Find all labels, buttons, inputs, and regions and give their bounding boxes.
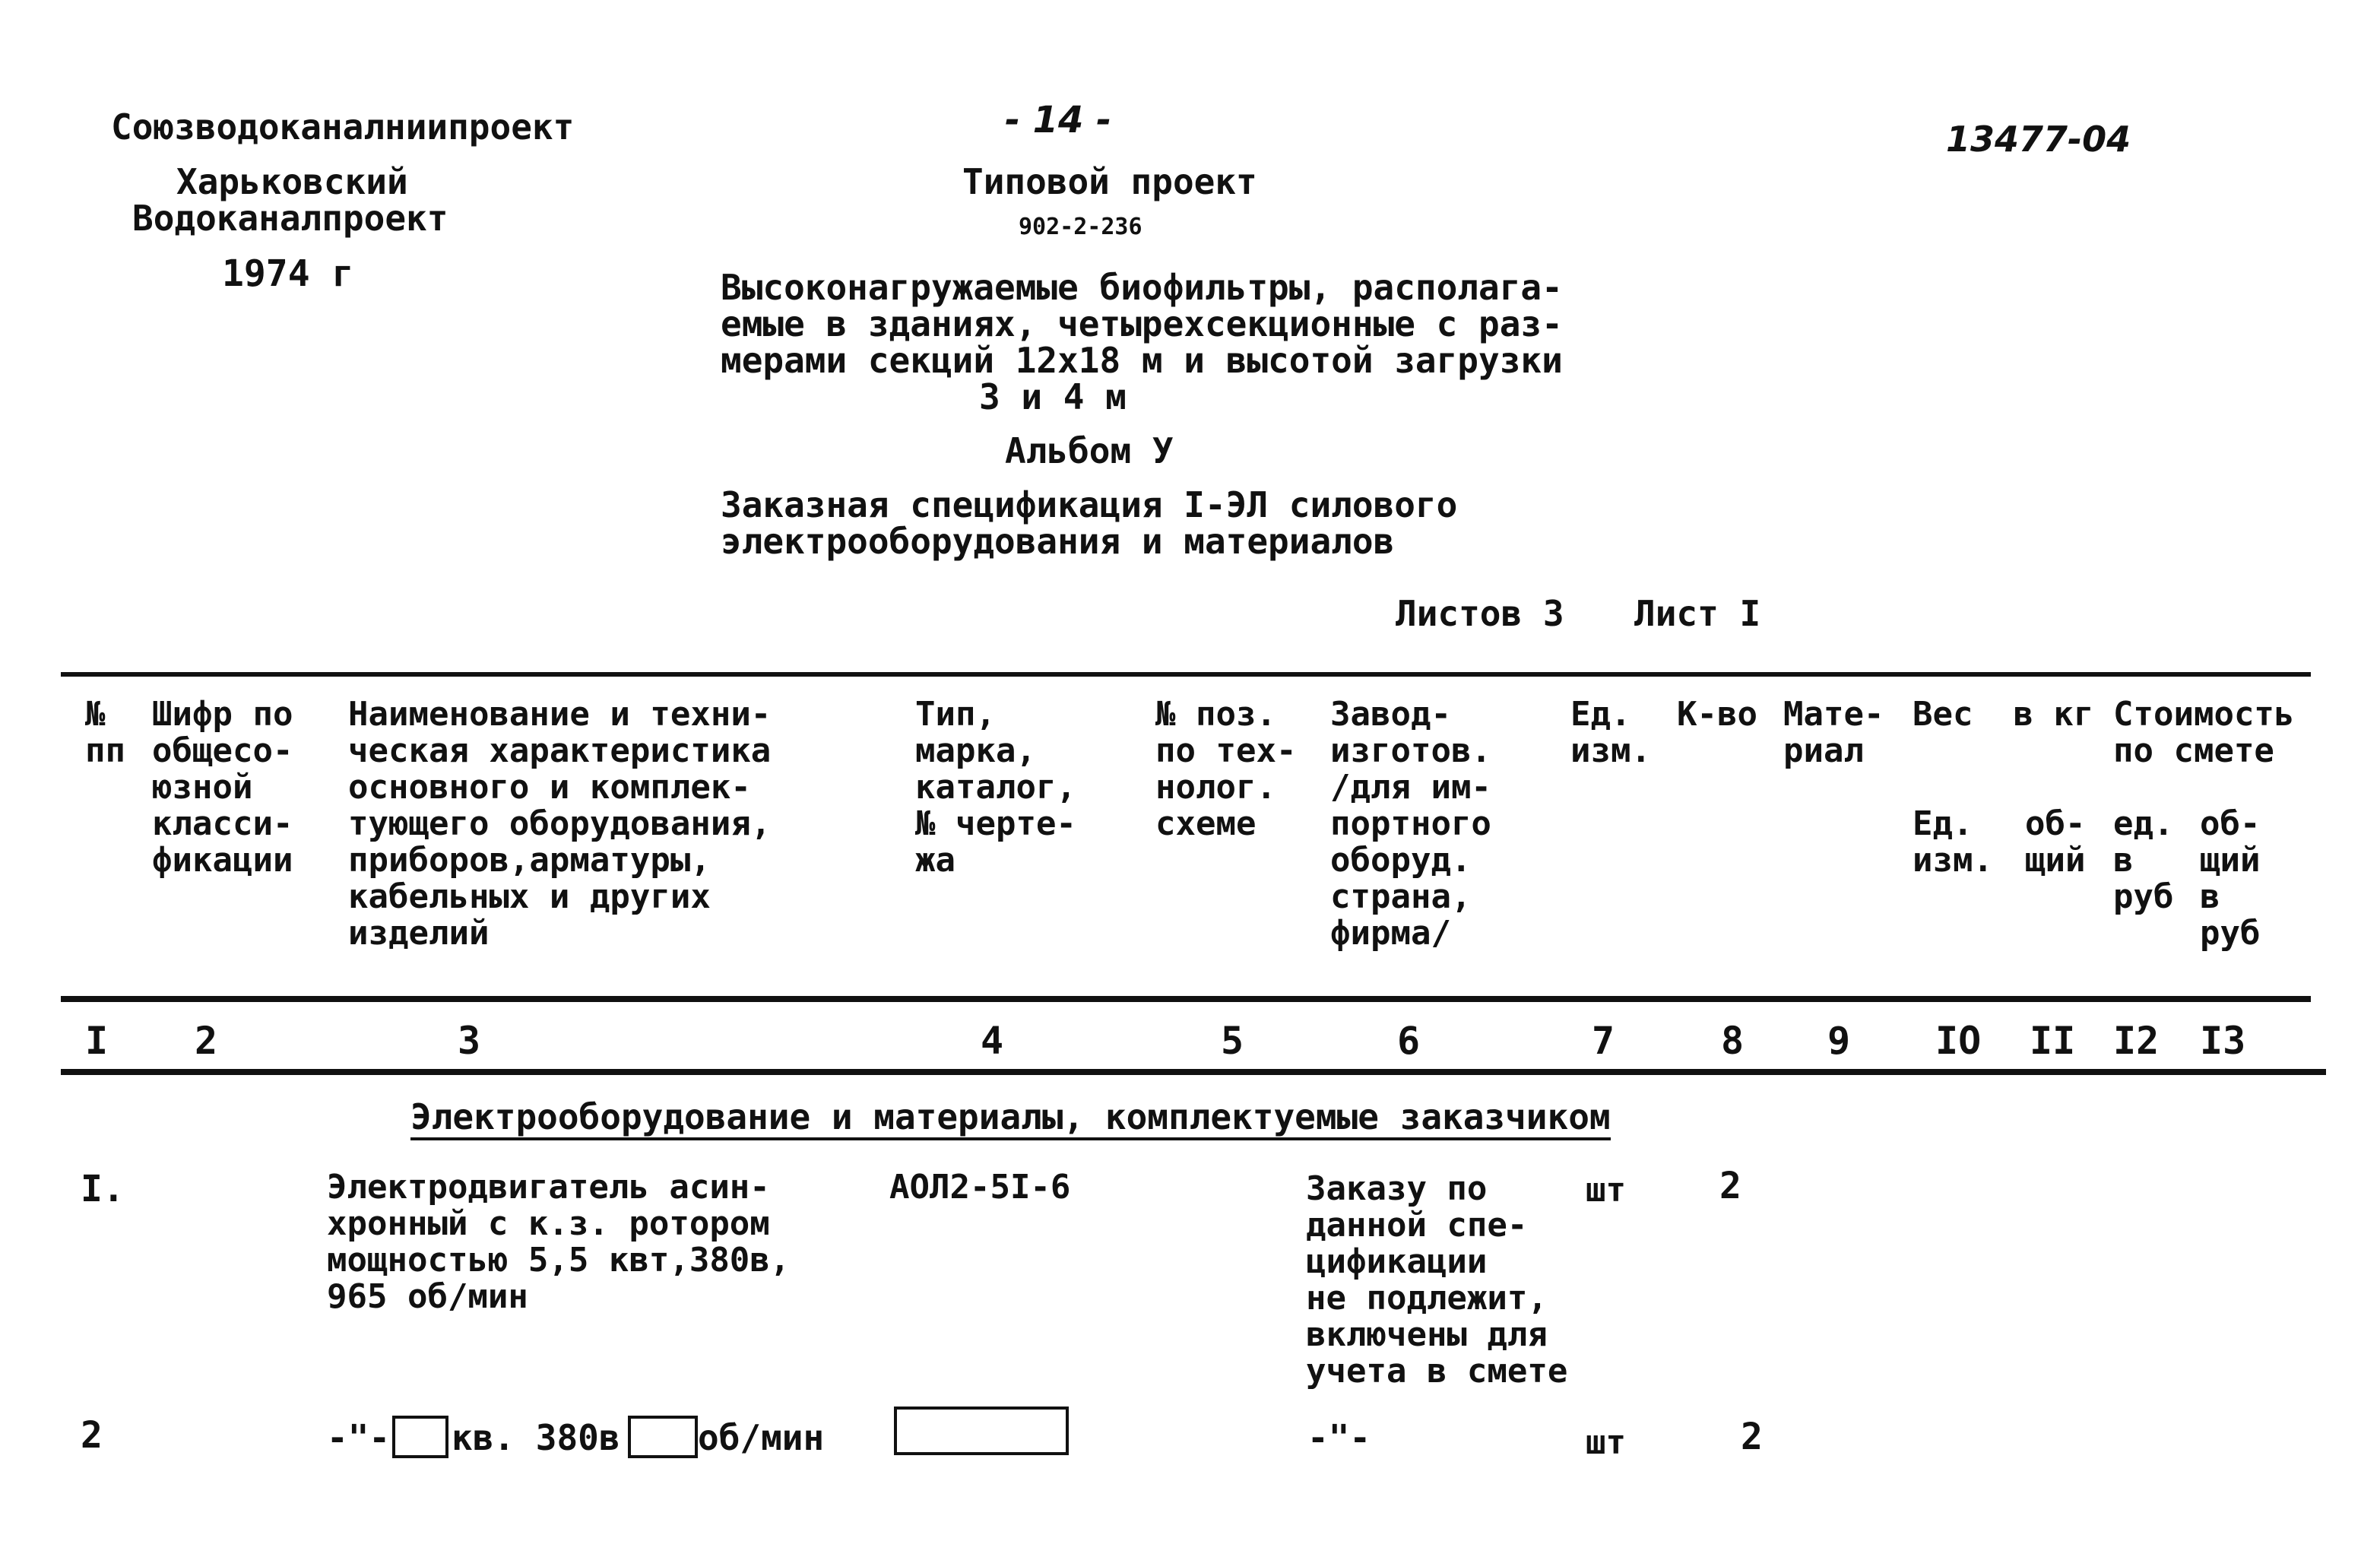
row-manufacturer-line: включены для (1306, 1315, 1548, 1354)
header-text: изготов. (1330, 731, 1491, 770)
row-quantity: 2 (1719, 1165, 1741, 1207)
row-item-name-line: мощностью 5,5 квт,380в, (327, 1241, 791, 1280)
header-text: Тип, (915, 695, 996, 734)
header-text: по тех- (1155, 731, 1297, 770)
institute-line-1: Харьковский (176, 161, 408, 202)
header-col-6 (1330, 696, 1491, 952)
header-text: тующего оборудования, (348, 804, 772, 843)
column-number: 6 (1397, 1019, 1421, 1063)
header-text: марка, (915, 731, 1036, 770)
row-unit: шт (1586, 1171, 1626, 1210)
header-text: руб (2200, 914, 2261, 953)
specification-title-line: Заказная спецификация I-ЭЛ силового (721, 484, 1458, 525)
column-number: 3 (458, 1019, 481, 1063)
header-text: изм. (1570, 731, 1651, 770)
section-title: Электрооборудование и материалы, комплектуемые заказчиком (410, 1099, 1611, 1140)
project-year: 1974 г (222, 252, 354, 295)
header-text: об- (2200, 804, 2261, 843)
header-col-8 (1677, 696, 1757, 733)
header-text: Завод- (1330, 695, 1451, 734)
column-number: I2 (2113, 1019, 2160, 1063)
header-text: щий (2200, 841, 2261, 880)
header-col-10 (1913, 806, 1993, 879)
row-number: 2 (81, 1414, 103, 1457)
row-voltage-text: кв. 380в (452, 1417, 620, 1458)
column-number: 8 (1721, 1019, 1745, 1063)
header-text: руб (2113, 877, 2174, 916)
header-col-5 (1155, 696, 1296, 842)
row-item-name-line: Электродвигатель асин- (327, 1168, 770, 1207)
row-item-name-line: 965 об/мин (327, 1277, 528, 1316)
header-col-9 (1783, 696, 1884, 769)
row-manufacturer-line: Заказу по (1306, 1169, 1488, 1208)
header-text: пп (85, 731, 125, 770)
row-unit: шт (1586, 1423, 1626, 1462)
header-text: основного и комплек- (348, 768, 751, 807)
blank-power-box (392, 1416, 448, 1458)
row-ditto-mark: -"- (1307, 1417, 1371, 1458)
institute-line-2: Водоканалпроект (132, 198, 448, 239)
header-text: каталог, (915, 768, 1076, 807)
header-col-1 (85, 696, 125, 769)
header-text: общесо- (152, 731, 293, 770)
document-code: 13477-04 (1946, 119, 2131, 160)
row-rpm-text: об/мин (698, 1417, 825, 1458)
header-text: фирма/ (1330, 914, 1451, 953)
header-text: Ед. (1913, 804, 1973, 843)
header-text: в (2200, 877, 2220, 916)
row-item-name (327, 1169, 790, 1315)
header-col-7 (1570, 696, 1651, 769)
row-manufacturer-line: не подлежит, (1306, 1279, 1548, 1318)
project-title-line: емые в зданиях, четырехсекционные с раз- (721, 303, 1563, 344)
header-text: № черте- (915, 804, 1076, 843)
header-col-4 (915, 696, 1076, 879)
table-top-rule (61, 672, 2311, 677)
header-text: юзной (152, 768, 253, 807)
column-number: 2 (195, 1019, 218, 1063)
header-text: Вес в кг (1913, 695, 2094, 734)
header-text: № (85, 695, 106, 734)
column-number: I (85, 1019, 109, 1063)
header-text: Наименование и техни- (348, 695, 772, 734)
column-number: 7 (1592, 1019, 1615, 1063)
row-number: I. (81, 1168, 125, 1210)
project-title-line: Высоконагружаемые биофильтры, располага- (721, 267, 1563, 308)
project-title-line: 3 и 4 м (979, 376, 1127, 417)
header-text: в (2113, 841, 2134, 880)
project-label: Типовой проект (962, 161, 1257, 202)
header-text: схеме (1155, 804, 1257, 843)
header-text: об- (2025, 804, 2086, 843)
header-text: приборов,арматуры, (348, 841, 711, 880)
header-col-13 (2200, 806, 2260, 952)
album-label: Альбом У (1005, 430, 1174, 471)
header-text: изм. (1913, 841, 1993, 880)
header-text: Шифр по (152, 695, 293, 734)
header-text: нолог. (1155, 768, 1276, 807)
header-text: щий (2025, 841, 2086, 880)
header-text: жа (915, 841, 955, 880)
header-text: Ед. (1570, 695, 1631, 734)
row-manufacturer-line: учета в смете (1306, 1352, 1568, 1391)
specification-title (721, 484, 1458, 562)
header-bottom-rule (61, 996, 2311, 1002)
blank-type-box (894, 1407, 1069, 1455)
sheet-number: Лист I (1634, 593, 1761, 634)
header-text: страна, (1330, 877, 1472, 916)
column-number: 5 (1221, 1019, 1244, 1063)
header-text: ед. (2113, 804, 2174, 843)
organization-name: Союзводоканалниипроект (111, 106, 575, 147)
header-text: К-во (1677, 695, 1757, 734)
column-number: 4 (981, 1019, 1004, 1063)
row-ditto-mark: -"- (327, 1417, 391, 1458)
header-text: Мате- (1783, 695, 1884, 734)
header-text: по смете (2113, 731, 2274, 770)
header-col-3 (348, 696, 771, 952)
header-col-2 (152, 696, 293, 879)
header-text: портного (1330, 804, 1491, 843)
project-title-line: мерами секций 12х18 м и высотой загрузки (721, 340, 1563, 381)
column-numbers-rule (61, 1069, 2326, 1075)
specification-title-line: электрооборудования и материалов (721, 521, 1395, 562)
project-title (721, 269, 1563, 415)
header-text: ческая характеристика (348, 731, 772, 770)
header-weight-group (1913, 696, 2093, 733)
sheets-total: Листов 3 (1396, 593, 1564, 634)
header-text: класси- (152, 804, 293, 843)
row-item-type: АОЛ2-5I-6 (889, 1168, 1071, 1207)
row-manufacturer-line: цификации (1306, 1242, 1488, 1281)
header-text: фикации (152, 841, 293, 880)
header-col-12 (2113, 806, 2173, 915)
header-text: риал (1783, 731, 1864, 770)
project-number: 902-2-236 (1019, 214, 1142, 240)
header-text: /для им- (1330, 768, 1491, 807)
row-item-name-line: хронный с к.з. ротором (327, 1204, 770, 1243)
header-text: кабельных и других (348, 877, 711, 916)
column-number: IO (1935, 1019, 1982, 1063)
header-text: изделий (348, 914, 490, 953)
row-item-manufacturer (1306, 1171, 1567, 1390)
page-number: - 14 - (1005, 99, 1112, 141)
header-cost-group (2113, 696, 2294, 769)
column-number: 9 (1827, 1019, 1851, 1063)
header-col-11 (2025, 806, 2085, 879)
header-text: Стоимость (2113, 695, 2295, 734)
header-text: оборуд. (1330, 841, 1472, 880)
row-manufacturer-line: данной спе- (1306, 1206, 1528, 1245)
header-text: № поз. (1155, 695, 1276, 734)
blank-rpm-box (628, 1416, 698, 1458)
column-number: II (2030, 1019, 2076, 1063)
column-number: I3 (2200, 1019, 2246, 1063)
row-quantity: 2 (1741, 1416, 1763, 1458)
